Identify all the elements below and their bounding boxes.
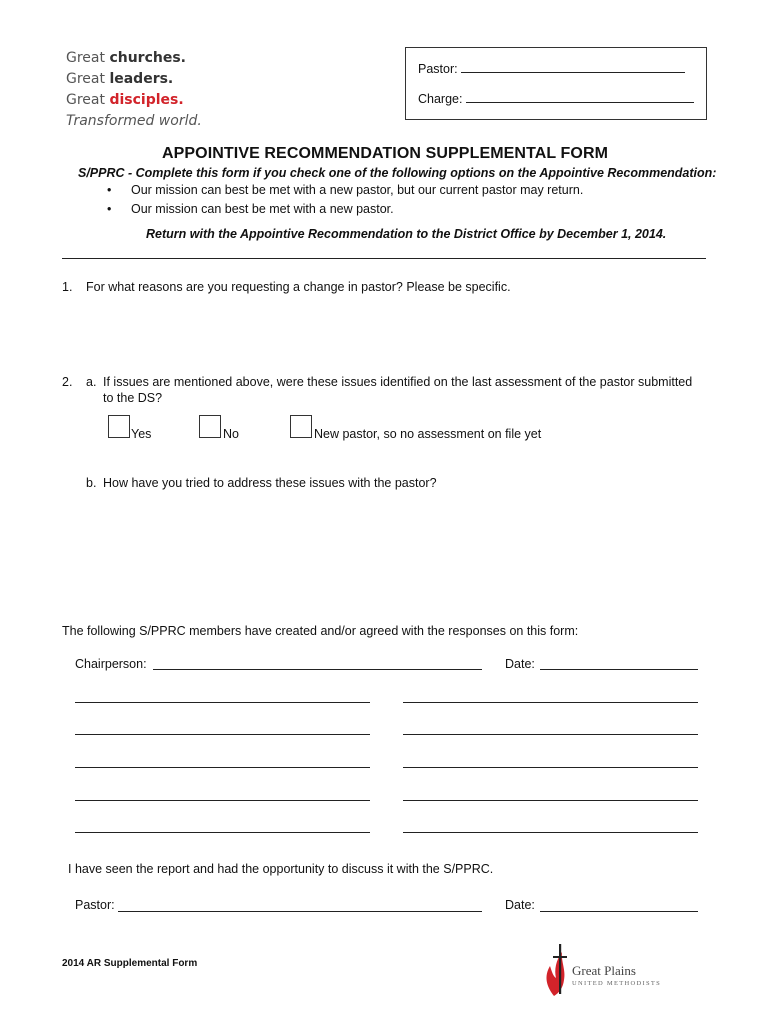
box-charge-row xyxy=(418,90,694,106)
tagline-line-4: Transformed world. xyxy=(66,113,202,129)
new-pastor-checkbox-line xyxy=(290,437,312,438)
tagline-logo xyxy=(66,48,202,132)
bullet-option-2: Our mission can best be met with a new pastor. xyxy=(131,202,394,216)
bullet-marker: • xyxy=(107,202,112,216)
members-statement: The following S/PPRC members have created and/or agreed with the responses on this form: xyxy=(62,624,579,638)
footer-form-name: 2014 AR Supplemental Form xyxy=(62,958,198,969)
tagline-line-3: Great disciples. xyxy=(66,92,184,108)
member-signature-line[interactable] xyxy=(403,734,698,735)
member-signature-line[interactable] xyxy=(75,767,370,768)
q2b-text: How have you tried to address these issues with the pastor? xyxy=(103,476,437,490)
no-checkbox-line xyxy=(199,437,221,438)
pastor-label: Pastor: xyxy=(75,898,115,912)
chair-date-line[interactable] xyxy=(540,669,698,670)
tagline-line-2: Great leaders. xyxy=(66,71,174,87)
chairperson-label: Chairperson: xyxy=(75,657,147,671)
member-signature-line[interactable] xyxy=(75,734,370,735)
chairperson-signature-line[interactable] xyxy=(153,669,482,670)
member-signature-line[interactable] xyxy=(75,832,370,833)
member-signature-line[interactable] xyxy=(75,800,370,801)
bullet-option-1: Our mission can best be met with a new pastor, but our current pastor may return. xyxy=(131,183,584,197)
member-signature-line[interactable] xyxy=(403,767,698,768)
tagline-line-1: Great churches. xyxy=(66,50,186,66)
divider xyxy=(62,258,706,259)
q2a-text-line1: If issues are mentioned above, were these issues identified on the last assessment of the pastor submitted xyxy=(103,375,693,389)
new-pastor-checkbox[interactable] xyxy=(290,415,312,438)
bullet-marker: • xyxy=(107,183,112,197)
no-checkbox[interactable] xyxy=(199,415,221,438)
yes-label: Yes xyxy=(131,427,152,441)
logo-name: Great Plains xyxy=(572,963,636,978)
cross-flame-icon xyxy=(544,942,570,998)
yes-checkbox[interactable] xyxy=(108,415,130,438)
member-signature-line[interactable] xyxy=(403,832,698,833)
q2b-letter: b. xyxy=(86,476,97,490)
pastor-charge-box xyxy=(405,47,707,120)
return-note: Return with the Appointive Recommendation to the District Office by December 1, 2014. xyxy=(146,227,667,241)
box-pastor-label: Pastor: xyxy=(418,62,458,76)
form-title: APPOINTIVE RECOMMENDATION SUPPLEMENTAL FORM xyxy=(161,145,609,162)
pastor-statement: I have seen the report and had the opportunity to discuss it with the S/PPRC. xyxy=(68,862,494,876)
logo-subtitle: UNITED METHODISTS xyxy=(572,980,662,987)
new-pastor-label: New pastor, so no assessment on file yet xyxy=(314,427,542,441)
member-signature-line[interactable] xyxy=(403,702,698,703)
q2-number: 2. xyxy=(62,375,73,389)
pastor-signature-line[interactable] xyxy=(118,911,482,912)
q2a-text-line2: to the DS? xyxy=(103,391,163,405)
yes-checkbox-line xyxy=(108,437,130,438)
pastor-date-label: Date: xyxy=(505,898,535,912)
q1-text: For what reasons are you requesting a change in pastor? Please be specific. xyxy=(86,280,511,294)
pastor-date-line[interactable] xyxy=(540,911,698,912)
q2a-letter: a. xyxy=(86,375,97,389)
instructions: S/PPRC - Complete this form if you check one of the following options on the Appointive Recommendation: xyxy=(78,166,717,180)
q1-number: 1. xyxy=(62,280,73,294)
no-label: No xyxy=(223,427,239,441)
chair-date-label: Date: xyxy=(505,657,535,671)
member-signature-line[interactable] xyxy=(403,800,698,801)
box-charge-field[interactable] xyxy=(466,90,694,103)
box-pastor-row xyxy=(418,60,685,76)
member-signature-line[interactable] xyxy=(75,702,370,703)
box-charge-label: Charge: xyxy=(418,92,463,106)
box-pastor-field[interactable] xyxy=(461,60,685,73)
